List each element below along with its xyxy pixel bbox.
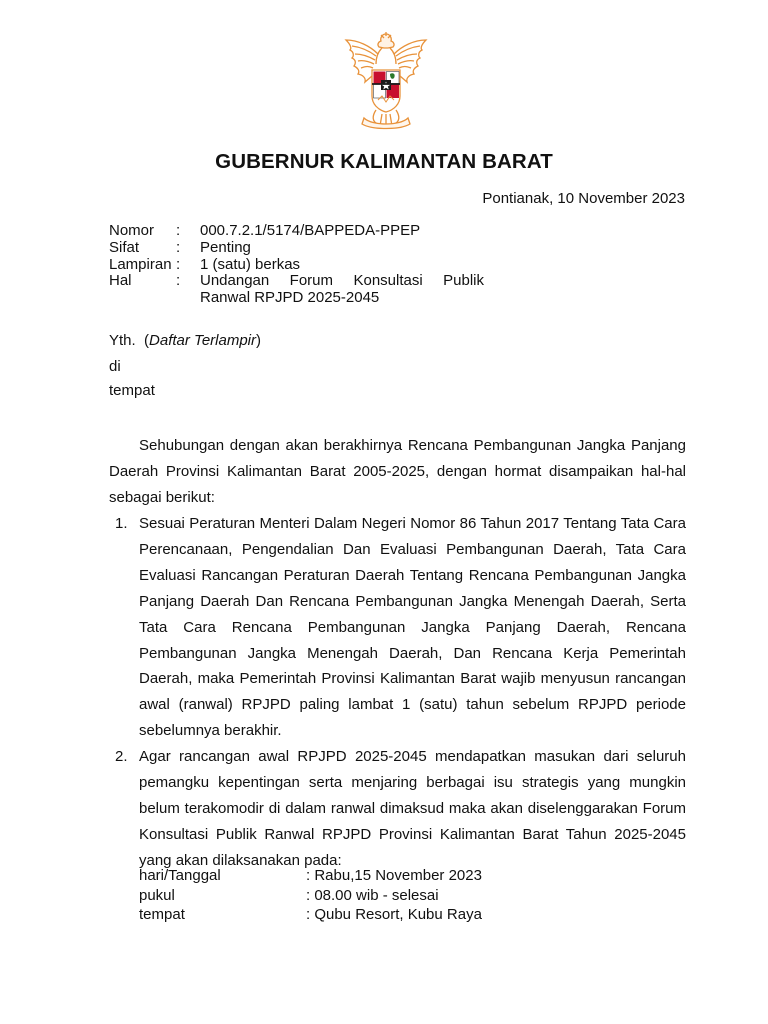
schedule-value: : 08.00 wib - selesai	[306, 886, 439, 904]
schedule-value: : Qubu Resort, Kubu Raya	[306, 906, 482, 923]
recipient-tempat: tempat	[109, 382, 155, 399]
list-item	[109, 511, 686, 744]
meta-sep: :	[176, 272, 181, 290]
meta-row-sifat	[109, 240, 484, 257]
schedule-key: hari/Tanggal	[139, 867, 221, 884]
list-item	[109, 744, 686, 874]
recipient-di: di	[109, 358, 121, 375]
meta-key: Lampiran	[109, 255, 172, 273]
meta-sep: :	[176, 255, 181, 273]
points-list	[109, 511, 686, 874]
schedule-row-place	[139, 905, 482, 925]
recipient-close-paren: )	[256, 332, 262, 349]
meta-value: Penting	[200, 238, 251, 256]
schedule-row-date	[139, 866, 482, 886]
list-item-text: Agar rancangan awal RPJPD 2025-2045 mendapatkan masukan dari seluruh pemangku kepentingan serta menjaring berbagai isu strategis yang mungkin belum terakomodir di dalam ranwal dimaksud maka akan diselenggarakan Forum Konsultasi Publik Ranwal RPJPD Provinsi Kalimantan Barat Tahun 2025-2045 yang akan dilaksanakan pada:	[139, 748, 686, 869]
recipient-name: Daftar Terlampir	[149, 332, 257, 349]
schedule-key: tempat	[139, 906, 185, 923]
list-item-number: 2.	[115, 748, 128, 766]
meta-key: Nomor	[109, 222, 155, 239]
meta-value-continued: Ranwal RPJPD 2025-2045	[200, 289, 380, 307]
meta-row-hal	[109, 273, 484, 290]
garuda-pancasila-emblem-icon	[338, 30, 434, 136]
meta-key: Hal	[109, 272, 132, 290]
event-schedule	[139, 866, 482, 925]
schedule-row-time	[139, 886, 482, 906]
meta-value: 1 (satu) berkas	[200, 255, 301, 273]
recipient-open-paren: (	[144, 332, 150, 349]
list-item-number: 1.	[115, 515, 128, 532]
meta-value: 000.7.2.1/5174/BAPPEDA-PPEP	[200, 222, 421, 239]
meta-row-lampiran	[109, 257, 484, 274]
schedule-value: : Rabu,15 November 2023	[306, 867, 482, 884]
letter-metadata	[109, 223, 484, 307]
recipient-yth: Yth.	[109, 332, 136, 349]
recipient-line	[109, 332, 261, 349]
intro-paragraph: Sehubungan dengan akan berakhirnya Rencana Pembangunan Jangka Panjang Daerah Provinsi Kalimantan Barat 2005-2025, dengan hormat disampaikan hal-hal sebagai berikut:	[109, 437, 686, 506]
date-line: Pontianak, 10 November 2023	[482, 190, 685, 207]
meta-value: Undangan Forum Konsultasi Publik	[200, 272, 484, 290]
meta-row-nomor	[109, 223, 484, 240]
meta-sep: :	[176, 238, 181, 256]
schedule-key: pukul	[139, 886, 175, 904]
list-item-text: Sesuai Peraturan Menteri Dalam Negeri Nomor 86 Tahun 2017 Tentang Tata Cara Perencanaan, Pengendalian Dan Evaluasi Pembangunan Daerah, Tata Cara Evaluasi Rancangan Peraturan Daerah Tentang Rencana Pembangunan Jangka Panjang Daerah Dan Rencana Pembangunan Jangka Menengah Daerah, Serta Tata Cara Rencana Pembangunan Jangka Panjang Daerah, Rencana Pembangunan Jangka Menengah Daerah, Dan Rencana Kerja Pemerintah Daerah, maka Pemerintah Provinsi Kalimantan Barat wajib menyusun rancangan awal (ranwal) RPJPD paling lambat 1 (satu) tahun sebelum RPJPD periode sebelumnya berakhir.	[139, 515, 686, 740]
letterhead-title: GUBERNUR KALIMANTAN BARAT	[215, 150, 553, 173]
meta-key: Sifat	[109, 238, 140, 256]
meta-sep: :	[176, 222, 181, 239]
meta-row-hal-continued	[109, 290, 484, 307]
